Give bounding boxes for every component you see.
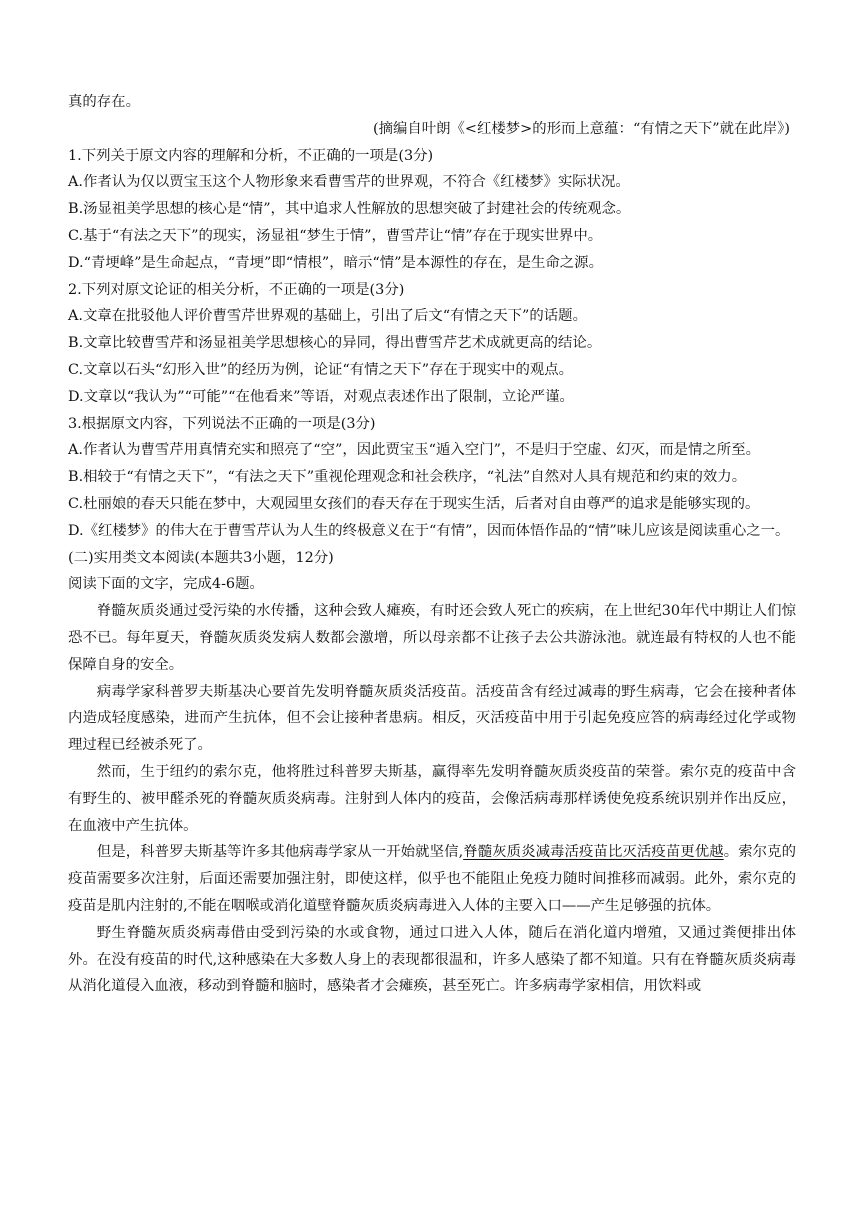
question-3-option-c: C.杜丽娘的春天只能在梦中，大观园里女孩们的春天存在于现实生活，后者对自由尊严的追求是能够实现的。: [68, 495, 760, 512]
passage-paragraph-3: 然而，生于纽约的索尔克，他将胜过科普罗夫斯基，赢得率先发明脊髓灰质炎疫苗的荣誉。索尔克的疫苗中含有野生的、被甲醛杀死的脊髓灰质炎病毒。注射到人体内的疫苗，会像活病毒那样诱使免疫系统识别并作出反应，在血液中产生抗体。: [68, 763, 796, 834]
question-1: [68, 143, 796, 277]
paragraph-4-rest: 。索尔克的疫苗需要多次注射，后面还需要加强注射，即使这样，似乎也不能阻止免疫力随时间推移而减弱。此外，索尔克的疫苗是肌内注射的,不能在咽喉或消化道壁脊髓灰质炎病毒进入人体的主要入口——产生足够强的抗体。: [68, 844, 796, 914]
question-1-stem: 1.下列关于原文内容的理解和分析，不正确的一项是(3分): [68, 147, 434, 164]
paragraph-4-lead: 但是，科普罗夫斯基等许多其他病毒学家从一开始就坚信,: [96, 844, 464, 861]
question-2-option-c: C.文章以石头“幻形入世”的经历为例，论证“有情之天下”存在于现实中的观点。: [68, 361, 574, 378]
question-1-option-d: D.“青埂峰”是生命起点，“青埂”即“情根”，暗示“情”是本源性的存在，是生命之源。: [68, 254, 603, 271]
underlined-claim: 脊髓灰质炎减毒活疫苗比灭活疫苗更优越: [463, 844, 724, 861]
source-note: (摘编自叶朗《<红楼梦>的形而上意蕴：“有情之天下”就在此岸》): [372, 120, 790, 137]
question-2-option-a: A.文章在批驳他人评价曹雪芹世界观的基础上，引出了后文“有情之天下”的话题。: [68, 308, 587, 325]
question-1-option-c: C.基于“有法之天下”的现实，汤显祖“梦生于情”，曹雪芹让“情”存在于现实世界中。: [68, 227, 603, 244]
question-3-option-b: B.相较于“有情之天下”，“有法之天下”重视伦理观念和社会秩序，“礼法”自然对人具有规范和约束的效力。: [68, 469, 747, 486]
question-3-stem: 3.根据原文内容，下列说法不正确的一项是(3分): [68, 415, 376, 432]
section-2-instruction: 阅读下面的文字，完成4-6题。: [68, 576, 264, 593]
passage-paragraph-4: [68, 839, 796, 919]
question-2: [68, 277, 796, 411]
question-2-stem: 2.下列对原文论证的相关分析，不正确的一项是(3分): [68, 281, 405, 298]
question-3-option-a: A.作者认为曹雪芹用真情充实和照亮了“空”，因此贾宝玉“遁入空门”，不是归于空虚、幻灭，而是情之所至。: [68, 442, 760, 459]
question-3-option-d: D.《红楼梦》的伟大在于曹雪芹认为人生的终极意义在于“有情”，因而体悟作品的“情”味儿应该是阅读重心之一。: [68, 522, 790, 539]
section-2-heading: (二)实用类文本阅读(本题共3小题，12分): [68, 549, 334, 566]
question-2-option-d: D.文章以“我认为”“可能”“在他看来”等语，对观点表述作出了限制，立论严谨。: [68, 388, 574, 405]
passage-paragraph-1: 脊髓灰质炎通过受污染的水传播，这种会致人瘫痪，有时还会致人死亡的疾病，在上世纪30年代中期让人们惊恐不已。每年夏天，脊髓灰质炎发病人数都会激增，所以母亲都不让孩子去公共游泳池。就连最有特权的人也不能保障自身的安全。: [68, 603, 796, 673]
passage-ending: 真的存在。: [68, 94, 140, 110]
question-1-option-a: A.作者认为仅以贾宝玉这个人物形象来看曹雪芹的世界观，不符合《红楼梦》实际状况。: [68, 174, 630, 191]
passage-paragraph-5: 野生脊髓灰质炎病毒借由受到污染的水或食物，通过口进入人体，随后在消化道内增殖，又通过粪便排出体外。在没有疫苗的时代,这种感染在大多数人身上的表现都很温和，许多人感染了都不知道。只有在脊髓灰质炎病毒从消化道侵入血液，移动到脊髓和脑时，感染者才会瘫痪，甚至死亡。许多病毒学家相信，用饮料或: [68, 924, 796, 995]
question-3: [68, 411, 796, 545]
question-2-option-b: B.文章比较曹雪芹和汤显祖美学思想核心的异同，得出曹雪芹艺术成就更高的结论。: [68, 335, 602, 352]
passage-paragraph-2: 病毒学家科普罗夫斯基决心要首先发明脊髓灰质炎活疫苗。活疫苗含有经过减毒的野生病毒，它会在接种者体内造成轻度感染，进而产生抗体，但不会让接种者患病。相反，灭活疫苗中用于引起免疫应答的病毒经过化学或物理过程已经被杀死了。: [68, 683, 796, 754]
question-1-option-b: B.汤显祖美学思想的核心是“情”，其中追求人性解放的思想突破了封建社会的传统观念。: [68, 201, 631, 218]
